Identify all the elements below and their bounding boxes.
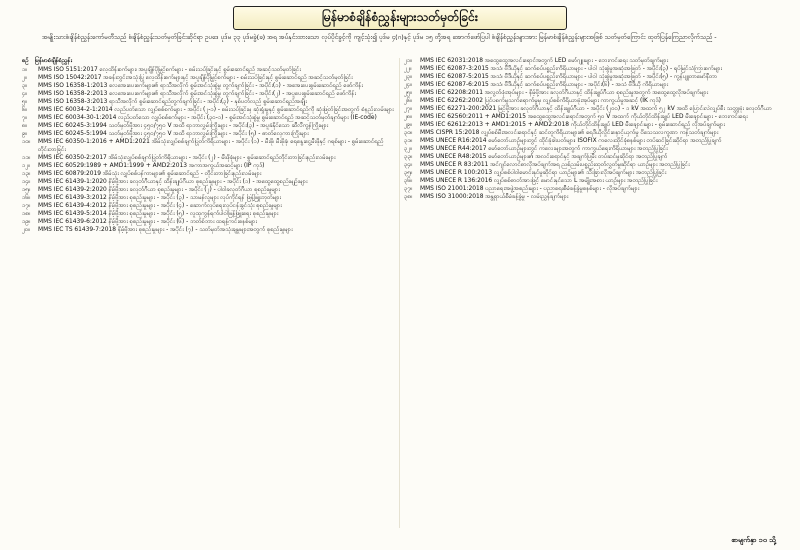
item-number: ၂၁။ bbox=[404, 58, 412, 64]
list-item bbox=[22, 194, 394, 202]
item-text: MMS IEC 60529:1989 + AMD1:1999 + AMD2:2013 အကာအကွယ်အဆင့်များ (IP ကုဒ်) bbox=[38, 163, 265, 169]
list-header bbox=[22, 57, 394, 65]
item-text: MMS IEC TS 61439-7:2018 နိမ့်ဗို့အား စုစည်းမှုများ - အပိုင်း (၇) - သတ်မှတ်အသုံးချမှုများအတွက် စုစည်းမှုများ bbox=[38, 227, 293, 233]
item-number: ၁၀။ bbox=[22, 139, 31, 145]
item-text: MMS IEC 62087-3:2015 အသံ၊ ဗီဒီယိုနှင့် ဆက်စပ်ပစ္စည်းကိရိယာများ - ပါဝါ သုံးစွဲမှုအဆုံးအဖြတ် - အပိုင်း(၃) - ရုပ်မြင်သံကြားစက်များ bbox=[420, 66, 723, 72]
item-text: MMS UNECE R44:2017 မော်တော်ယာဉ်များတွင် ကလေးများအတွက် ကာကွယ်ရေးကိရိယာများ အတည်ပြုခြင်း bbox=[420, 146, 668, 152]
item-text: MMS ISO 16358-2:2013 လေအေးပေးစက်များ၏ ရာသီအလိုက် စွမ်းအင်သုံးစွဲမှု တွက်ချက်ခြင်း - အပိုင်း(၂) - အပူပေးစွမ်းဆောင်ရည် ဖော်ကိန်း bbox=[38, 91, 356, 97]
header-serial: စဉ် bbox=[22, 58, 29, 64]
item-text: MMS UNECE R 83:2011 အင်ဂျင်လောင်စာလိုအပ်ချက်အရ ညစ်ညမ်းပစ္စည်းထုတ်လွှတ်မှုဆိုင်ရာ ယာဉ်များ အတည်ပြုခြင်း bbox=[420, 162, 690, 168]
item-number: ၁၈။ bbox=[22, 211, 31, 217]
item-text: MMS IEC 61439-5:2014 နိမ့်ဗို့အား စုစည်းမှုများ - အပိုင်း (၅) - လူထုကွန်ရက်ပါဝါဖြန့်ဖြူးရေး စုစည်းမှုများ bbox=[38, 211, 279, 217]
item-text: MMS IEC 61439-3:2012 နိမ့်ဗို့အား စုစည်းမှုများ - အပိုင်း (၃) - သာမန်လူများ လုပ်ကိုင်ရန် ဖြန့်ဖြူးဘုတ်များ bbox=[38, 195, 282, 201]
item-text: MMS IEC 60350-2:2017 အိမ်သုံးလျှပ်စစ်ချက်ပြုတ်ကိရိယာများ - အပိုင်း (၂) - မီးဖိုခုံများ - စွမ်းဆောင်ရည်တိုင်းတာခြင်းနည်းလမ်းများ bbox=[38, 155, 336, 161]
item-number: ၆။ bbox=[22, 107, 28, 113]
list-item bbox=[404, 153, 784, 161]
list-item bbox=[22, 226, 394, 234]
list-item bbox=[404, 129, 784, 137]
item-number: ၉။ bbox=[22, 131, 28, 137]
list-item bbox=[404, 81, 784, 89]
list-item bbox=[404, 137, 784, 145]
list-item bbox=[22, 82, 394, 90]
list-item bbox=[404, 57, 784, 65]
list-item bbox=[22, 186, 394, 194]
item-number: ၂။ bbox=[22, 75, 27, 81]
continued-note: စာမျက်နှာ ၁၀ သို့ bbox=[731, 536, 776, 544]
list-item bbox=[404, 97, 784, 105]
right-entries bbox=[404, 57, 784, 201]
item-text: MMS IEC 62208:2011 အလွတ်ဖုံးအုပ်များ - နိမ့်ဗို့အား ခလုတ်ဂီယာနှင့် ထိန်းချုပ်ဂီယာ စုစည်းမှုအတွက် အထွေထွေလိုအပ်ချက်များ bbox=[420, 90, 709, 96]
left-entries bbox=[22, 66, 394, 234]
list-item bbox=[22, 210, 394, 218]
item-text: MMS UNECE R48:2015 မော်တော်ယာဉ်များ၏ အလင်းရောင်နှင့် အချက်ပြမီး တပ်ဆင်မှုဆိုင်ရာ အတည်ပြုချက် bbox=[420, 154, 668, 160]
item-number: ၅။ bbox=[22, 99, 28, 105]
item-number: ၂၀။ bbox=[22, 227, 30, 233]
item-number: ၁၇။ bbox=[22, 203, 31, 209]
item-text: MMS ISO 5151:2017 လေ့ထိန်းစက်များ၊ အပူချိန်ပိုမြှင့်စက်များ - စမ်းသပ်ခြင်းနှင့် စွမ်းဆောင်ရည် အဆင့်သတ်မှတ်ခြင်း bbox=[38, 67, 301, 73]
item-number: ၁၄။ bbox=[22, 179, 31, 185]
item-text: MMS IEC 61439-2:2020 နိမ့်ဗို့အား ခလုတ်ဂီယာ စုစည်းမှုများ - အပိုင်း (၂) - ပါဝါခလုတ်ဂီယာ စုစည်းမှုများ bbox=[38, 187, 280, 193]
list-item bbox=[22, 90, 394, 98]
item-number: ၃၇။ bbox=[404, 186, 413, 192]
standards-list-left bbox=[22, 57, 394, 234]
item-text: MMS CISPR 15:2018 လျှပ်စစ်မီးအလင်းရောင်နှင့် ဆင်တူကိရိယာများ၏ ရေဒီယိုလှိုင်းနှောင့်ယှက်မှု ဝိသေသလက္ခဏာ ကန့်သတ်ချက်များ bbox=[420, 130, 719, 136]
list-item bbox=[404, 113, 784, 121]
item-number: ၂၅။ bbox=[404, 90, 412, 96]
item-number: ၇။ bbox=[22, 115, 28, 121]
item-number: ၁။ bbox=[22, 67, 28, 73]
item-text: MMS IEC 62031:2018 အထွေထွေအလင်းရောင်အတွက် LED မော်ဂျူးများ - ဘေးကင်းရေး သတ်မှတ်ချက်များ bbox=[420, 58, 669, 64]
list-item bbox=[22, 106, 394, 114]
item-text: MMS ISO 21001:2018 ပညာရေးအဖွဲ့အစည်းများ - ပညာရေးစီမံခန့်ခွဲမှုစနစ်များ - လိုအပ်ချက်များ bbox=[420, 186, 640, 192]
item-text: MMS IEC 61439-1:2020 နိမ့်ဗို့အား ခလုတ်ဂီယာနှင့် ထိန်းချုပ်ဂီယာ စုစည်းမှုများ - အပိုင်း (၁) - အထွေထွေစည်းမျဉ်းများ bbox=[38, 179, 308, 185]
item-number: ၂၃။ bbox=[404, 74, 412, 80]
item-number: ၃၄။ bbox=[404, 162, 413, 168]
column-divider bbox=[399, 58, 400, 528]
list-item bbox=[22, 178, 394, 186]
item-number: ၃၈။ bbox=[404, 194, 413, 200]
list-item bbox=[404, 177, 784, 185]
item-number: ၁၉။ bbox=[22, 219, 31, 225]
item-text: MMS UNECE R 136:2016 လျှပ်စစ်ဓာတ်အားဖြင့် မောင်းနှင်သော L အမျိုးအစား ယာဉ်များ အတည်ပြုခြင်း bbox=[420, 178, 658, 184]
item-text: MMS IEC 62612:2013 + AMD1:2015 + AMD2:2018 ကိုယ်တိုင်ထိန်းချုပ် LED မီးချောင်းများ - စွမ်းဆောင်ရည် လိုအပ်ချက်များ bbox=[420, 122, 725, 128]
item-number: ၂၇။ bbox=[404, 106, 412, 112]
item-text: MMS IEC 62560:2011 + AMD1:2015 အထွေထွေအလင်းရောင်အတွက် ၅၀ V အထက် ကိုယ်တိုင်ထိန်းချုပ် LED မီးချောင်းများ - ဘေးကင်းရေး bbox=[420, 114, 748, 120]
item-text: MMS IEC 60879:2019 အိမ်သုံး လျှပ်စစ်ပန်ကာများ၏ စွမ်းဆောင်ရည် - တိုင်းတာခြင်းနည်းလမ်းများ bbox=[38, 171, 262, 177]
list-item bbox=[22, 154, 394, 162]
item-number: ၂၆။ bbox=[404, 98, 412, 104]
list-item bbox=[404, 169, 784, 177]
item-text: MMS IEC 61439-6:2012 နိမ့်ဗို့အား စုစည်းမှုများ - အပိုင်း (၆) - ဘတ်စ်ဘား ထရန့်ကင်းစနစ်များ bbox=[38, 219, 257, 225]
list-item bbox=[22, 114, 394, 122]
item-text: MMS ISO 16358-1:2013 လေအေးပေးစက်များ၏ ရာသီအလိုက် စွမ်းအင်သုံးစွဲမှု တွက်ချက်ခြင်း - အပိုင်း(၁) - အအေးပေးစွမ်းဆောင်ရည် ဖော်ကိန်း bbox=[38, 83, 363, 89]
page-title: မြန်မာစံချိန်စံညွှန်းများသတ်မှတ်ခြင်း bbox=[233, 6, 567, 30]
item-number: ၃၃။ bbox=[404, 154, 413, 160]
list-item bbox=[404, 73, 784, 81]
item-text: MMS IEC 60245-3:1994 သတ်မှတ်ဗို့အား ၄၅၀/၇၅၀ V အထိ ရာဘာလွှမ်းကြိုးများ - အပိုင်း(၃) - အပူခံနိုင်သော ဆီလီကွန်ကြိုးများ bbox=[38, 123, 329, 129]
item-number: ၁၆။ bbox=[22, 195, 31, 201]
list-item bbox=[404, 185, 784, 193]
intro-paragraph: အမျိုးသားစံချိန်စံညွှန်းကော်မတီသည် စံချိန်စံညွှန်းသတ်မှတ်ခြင်းဆိုင်ရာ ဥပဒေ ပုဒ်မ ၃၃ ပုဒ်မခွဲ(ခ) အရ အပ်နှင်းထားသော လုပ်ပိုင်ခွင့်ကို ကျင့်သုံး၍ ပုဒ်မ ၄(ဂ)နှင့် ပုဒ်မ ၁၅ တို့အရ အောက်ဖော်ပြပါ စံချိန်စံညွှန်းများအား မြန်မာစံချိန်စံညွှန်းများအဖြစ် သတ်မှတ်ကြောင်း ထုတ်ပြန်ကြေညာလိုက်သည် - bbox=[42, 33, 717, 41]
item-text: MMS IEC 62262:2002 ပြင်ပစက်မှုသက်ရောက်မှုမှ လျှပ်စစ်ကိရိယာဖုံးအုပ်များ ကာကွယ်မှုအဆင့် (IK ကုဒ်) bbox=[420, 98, 661, 104]
item-number: ၂၉။ bbox=[404, 122, 412, 128]
list-item bbox=[404, 161, 784, 169]
item-text: MMS IEC 62087-5:2015 အသံ၊ ဗီဒီယိုနှင့် ဆက်စပ်ပစ္စည်းကိရိယာများ - ပါဝါ သုံးစွဲမှုအဆုံးအဖြတ် - အပိုင်း(၅) - ကွန်ပျူတာမော်နီတာ bbox=[420, 74, 718, 80]
item-text: MMS UNECE R16:2014 မော်တော်ယာဉ်များတွင် ထိုင်ခုံခါးပတ်များ၊ ISOFIX ကလေးထိုင်ခုံစနစ်များ တပ်ဆင်ခြင်းဆိုင်ရာ အတည်ပြုချက် bbox=[420, 138, 722, 144]
list-item bbox=[404, 145, 784, 153]
item-number: ၂၈။ bbox=[404, 114, 413, 120]
list-item bbox=[22, 130, 394, 138]
list-item bbox=[22, 170, 394, 178]
item-text: MMS IEC 60034-2-1:2014 လည်ပတ်သော လျှပ်စစ်စက်များ - အပိုင်း (၂-၁) - စမ်းသပ်ခြင်းမှ ဆုံးရှုံးမှုနှင့် စွမ်းဆောင်ရည်ကို ဆုံးဖြတ်ခြင်းအတွက် စံနည်းလမ်းများ bbox=[38, 107, 394, 113]
list-item bbox=[22, 98, 394, 106]
list-item bbox=[404, 121, 784, 129]
item-number: ၃၀။ bbox=[404, 130, 413, 136]
item-number: ၁၂။ bbox=[22, 163, 30, 169]
item-number: ၁၅။ bbox=[22, 187, 31, 193]
list-item bbox=[22, 138, 394, 154]
item-number: ၃၅။ bbox=[404, 170, 413, 176]
item-number: ၃၂။ bbox=[404, 146, 412, 152]
item-text: MMS ISO 15042:2017 အခန်းတွင်းအသုံးပြု လေ့ထိန်းစက်များနှင့် အပူချိန်ပိုမြှင့်စက်များ - စမ်းသပ်ခြင်းနှင့် စွမ်းဆောင်ရည် အဆင့်သတ်မှတ်ခြင်း bbox=[38, 75, 353, 81]
list-item bbox=[22, 74, 394, 82]
item-text: MMS ISO 16358-3:2013 ရာသီအလိုက် စွမ်းဆောင်ရည်တွက်ချက်ခြင်း - အပိုင်း(၃) - နှစ်ပတ်လည် စွမ်းဆောင်ရည်အချိုး bbox=[38, 99, 307, 105]
standards-list-right bbox=[404, 57, 784, 201]
item-text: MMS IEC 62087-6:2015 အသံ၊ ဗီဒီယိုနှင့် ဆက်စပ်ပစ္စည်းကိရိယာများ - အပိုင်း(၆) - အသံ ဗီဒီယို ကိရိယာများ bbox=[420, 82, 669, 88]
item-number: ၂၂။ bbox=[404, 66, 412, 72]
list-item bbox=[22, 202, 394, 210]
item-number: ၃၁။ bbox=[404, 138, 413, 144]
list-item bbox=[22, 218, 394, 226]
item-text: MMS IEC 60350-1:2016 + AMD1:2021 အိမ်သုံးလျှပ်စစ်ချက်ပြုတ်ကိရိယာများ - အပိုင်း (၁) - မီးဖို၊ မီးဖိုခုံ၊ ရေနွေးငွေ့မီးဖိုနှင့် ဂရစ်များ - စွမ်းဆောင်ရည်တိုင်းတာခြင်း bbox=[38, 139, 384, 153]
item-text: MMS IEC 60034-30-1:2014 လည်ပတ်သော လျှပ်စစ်စက်များ - အပိုင်း (၃၀-၁) - စွမ်းအင်သုံးစွဲမှု စွမ်းဆောင်ရည် အဆင့်သတ်မှတ်ချက်များ (IE-code) bbox=[38, 115, 377, 121]
list-item bbox=[404, 89, 784, 97]
item-number: ၃၆။ bbox=[404, 178, 413, 184]
item-number: ၃။ bbox=[22, 83, 28, 89]
item-text: MMS IEC 60245-5:1994 သတ်မှတ်ဗို့အား ၄၅၀/၇၅၀ V အထိ ရာဘာလွှမ်းကြိုးများ - အပိုင်း (၅) - ဓာတ်လှေကားကြိုးများ bbox=[38, 131, 309, 137]
item-text: MMS IEC 62271-200:2021 မြင့်ဗို့အား ခလုတ်ဂီယာနှင့် ထိန်းချုပ်ဂီယာ - အပိုင်း (၂၀၀) - ၁ kV အထက် ၅၂ kV အထိ ပြောင်းလဲလျှပ်စီး သတ္တုဖုံး ခလုတ်ဂီယာ bbox=[420, 106, 772, 112]
list-item bbox=[404, 105, 784, 113]
item-number: ၈။ bbox=[22, 123, 28, 129]
list-item bbox=[22, 122, 394, 130]
list-item bbox=[404, 65, 784, 73]
item-text: MMS UNECE R 100:2013 လျှပ်စစ်ပါဝါမောင်းနှင်မှုဆိုင်ရာ ယာဉ်များ၏ သီးခြားလိုအပ်ချက်များ အတည်ပြုခြင်း bbox=[420, 170, 667, 176]
list-item bbox=[404, 193, 784, 201]
item-text: MMS ISO 31000:2018 အန္တရာယ်စီမံခန့်ခွဲမှု - လမ်းညွှန်ချက်များ bbox=[420, 194, 569, 200]
item-number: ၁၁။ bbox=[22, 155, 31, 161]
item-text: MMS IEC 61439-4:2012 နိမ့်ဗို့အား စုစည်းမှုများ - အပိုင်း (၄) - ဆောက်လုပ်ရေးလုပ်ငန်းခွင်သုံး စုစည်းမှုများ bbox=[38, 203, 282, 209]
item-number: ၂၄။ bbox=[404, 82, 412, 88]
list-item bbox=[22, 162, 394, 170]
list-item bbox=[22, 66, 394, 74]
item-number: ၄။ bbox=[22, 91, 28, 97]
header-standard: မြန်မာစံချိန်စံညွှန်း bbox=[34, 58, 72, 64]
item-number: ၁၃။ bbox=[22, 171, 31, 177]
